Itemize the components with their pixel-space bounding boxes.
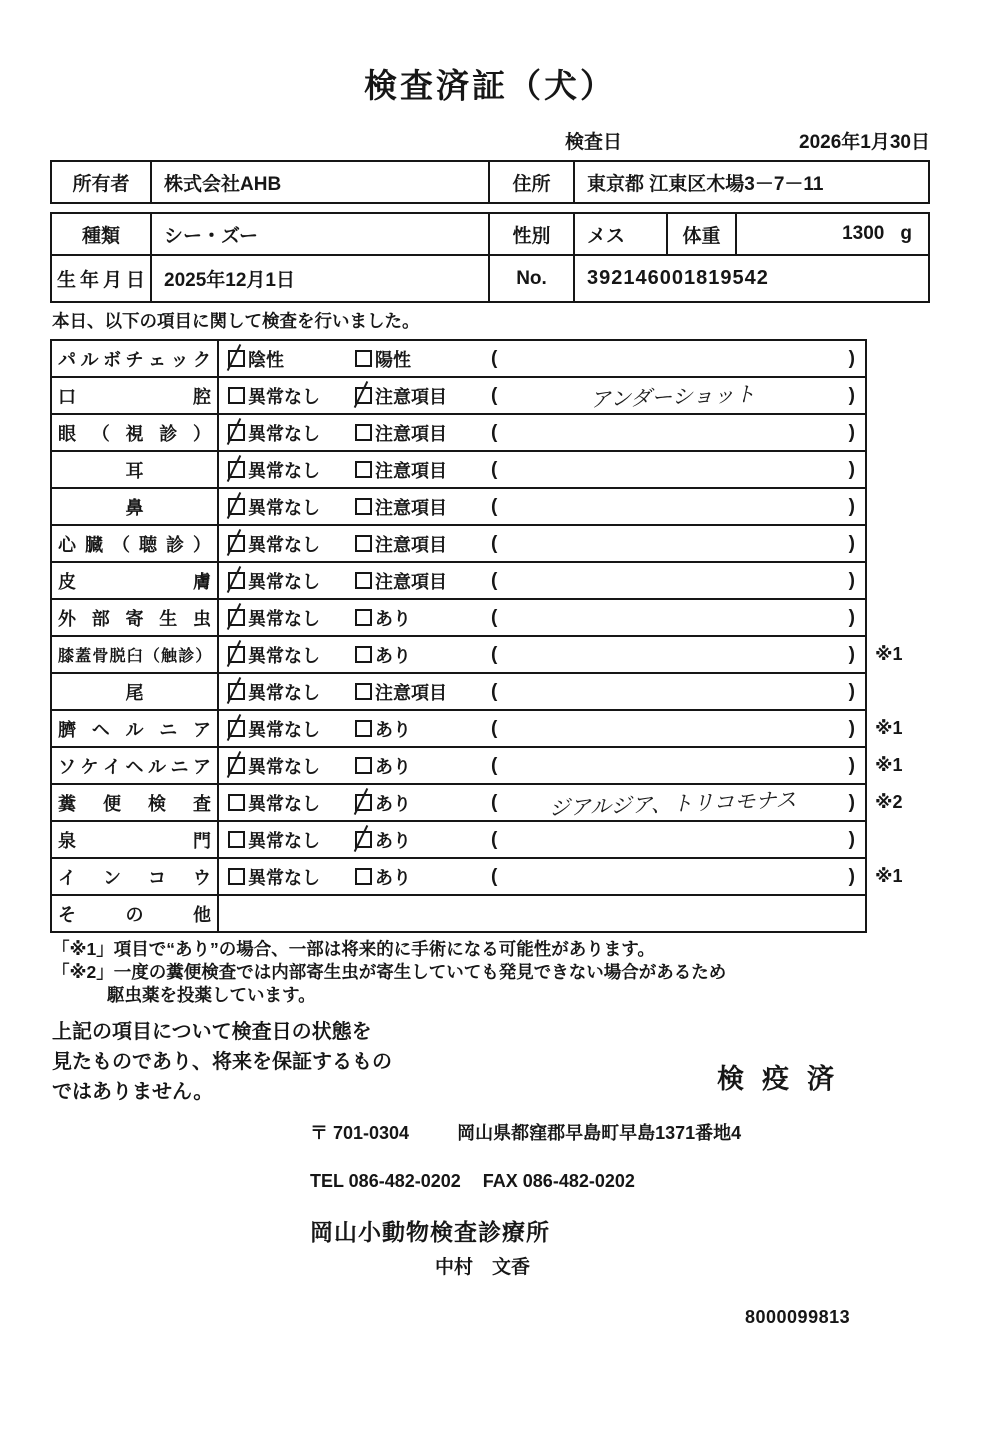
paren-close: ) [848, 606, 855, 628]
note-text [497, 833, 848, 845]
footnote-1: 「※1」項目で“あり”の場合、一部は将来的に手術になる可能性があります。 [52, 939, 655, 959]
note-text [497, 648, 848, 660]
exam-table-row [50, 561, 930, 600]
exam-item-label: 眼 （ 視 診 ） [52, 415, 219, 450]
paren-open: ( [491, 865, 498, 887]
option-2-label: 注意項目 [375, 534, 447, 555]
clinic-fax: FAX 086-482-0202 [482, 1171, 635, 1191]
option-1-label: 陰性 [248, 349, 284, 370]
option-2-checkbox [355, 609, 372, 626]
option-2-label: 注意項目 [375, 497, 447, 518]
exam-options [219, 489, 865, 524]
note-text [497, 685, 848, 697]
note-text: ジアルジア、トリコモナス [548, 787, 798, 820]
exam-item-label: 膝 蓋 骨 脱 臼 （ 触 診 ） [52, 637, 219, 672]
inspection-date-value: 2026年1月30日 [799, 132, 930, 153]
option-2-checkbox [355, 868, 372, 885]
exam-table-row [50, 635, 930, 674]
paren-open: ( [491, 458, 498, 480]
exam-row-box [50, 746, 867, 785]
option-2 [355, 383, 491, 409]
exam-row-box [50, 487, 867, 526]
exam-row-box [50, 339, 867, 378]
exam-item-label: 尾 [52, 674, 219, 709]
option-1-checkbox [228, 794, 245, 811]
option-2-label: あり [375, 830, 411, 851]
exam-item-label: 心 臓 （ 聴 診 ） [52, 526, 219, 561]
address-label: 住所 [490, 162, 575, 202]
option-1 [228, 494, 355, 520]
note-text [497, 352, 848, 364]
option-2-checkbox [355, 646, 372, 663]
option-1-checkbox [228, 424, 245, 441]
paren-close: ) [848, 532, 855, 554]
breed-value: シー・ズー [152, 214, 490, 254]
paren-open: ( [491, 421, 498, 443]
no-value: 392146001819542 [575, 254, 928, 301]
exam-table-row [50, 450, 930, 489]
option-1-checkbox [228, 683, 245, 700]
option-2 [355, 420, 491, 446]
option-2-checkbox [355, 424, 372, 441]
veterinarian-name: 中村 文香 [435, 1257, 531, 1278]
paren-open: ( [491, 643, 498, 665]
option-1-label: 異常なし [248, 423, 320, 444]
option-2-checkbox [355, 387, 372, 404]
footnote-mark [867, 376, 930, 415]
option-2-label: 陽性 [375, 349, 411, 370]
exam-table-row [50, 598, 930, 637]
exam-options [219, 452, 865, 487]
weight-label: 体重 [668, 214, 737, 254]
option-1 [228, 679, 355, 705]
option-1-label: 異常なし [248, 719, 320, 740]
exam-row-box [50, 561, 867, 600]
exam-options [219, 415, 865, 450]
statement-section [50, 1017, 930, 1107]
exam-table-row [50, 857, 930, 896]
option-1 [228, 568, 355, 594]
exam-table-row [50, 339, 930, 378]
exam-row-box [50, 413, 867, 452]
weight-value: 1300 [842, 223, 885, 244]
exam-table-row [50, 413, 930, 452]
exam-row-box [50, 894, 867, 933]
paren-open: ( [491, 532, 498, 554]
exam-item-label: 皮 膚 [52, 563, 219, 598]
option-2 [355, 716, 491, 742]
option-1 [228, 420, 355, 446]
option-1-checkbox [228, 498, 245, 515]
exam-table-row [50, 820, 930, 859]
option-2 [355, 605, 491, 631]
option-1-label: 異常なし [248, 497, 320, 518]
option-1-label: 異常なし [248, 608, 320, 629]
footnote-mark: ※1 [875, 755, 903, 775]
exam-options [219, 378, 865, 413]
option-2 [355, 753, 491, 779]
exam-row-box [50, 598, 867, 637]
option-2-label: 注意項目 [375, 571, 447, 592]
exam-options [219, 896, 865, 931]
option-2-label: あり [375, 793, 411, 814]
exam-row-box [50, 820, 867, 859]
option-2-label: あり [375, 645, 411, 666]
clinic-postal-line [310, 1119, 930, 1145]
footnote-mark: ※1 [875, 718, 903, 738]
option-2 [355, 679, 491, 705]
paren-close: ) [848, 754, 855, 776]
exam-table-row [50, 709, 930, 748]
footnote-mark [867, 339, 930, 378]
exam-item-label: 耳 [52, 452, 219, 487]
option-2-checkbox [355, 535, 372, 552]
footnote-mark [867, 672, 930, 711]
exam-row-box [50, 450, 867, 489]
quarantine-stamp: 検疫済 [717, 1064, 852, 1094]
option-1-checkbox [228, 646, 245, 663]
animal-table [50, 212, 930, 303]
option-1-label: 異常なし [248, 756, 320, 777]
option-1-checkbox [228, 572, 245, 589]
exam-item-label: パ ル ボ チ ェ ッ ク [52, 341, 219, 376]
note-text [497, 870, 848, 882]
option-2-checkbox [355, 572, 372, 589]
option-2-label: 注意項目 [375, 423, 447, 444]
paren-open: ( [491, 569, 498, 591]
option-1-label: 異常なし [248, 460, 320, 481]
footnote-mark [867, 561, 930, 600]
exam-options [219, 785, 865, 820]
footnotes [50, 938, 930, 1007]
paren-open: ( [491, 347, 498, 369]
option-2-checkbox [355, 350, 372, 367]
sex-value: メス [575, 214, 668, 254]
paren-close: ) [848, 421, 855, 443]
exam-row-box [50, 376, 867, 415]
note-text [497, 611, 848, 623]
footnote-mark [867, 413, 930, 452]
weight-unit: g [900, 223, 912, 244]
footnote-mark: ※1 [875, 866, 903, 886]
exam-options [219, 748, 865, 783]
option-1-checkbox [228, 831, 245, 848]
note-text: アンダーショット [589, 381, 757, 412]
option-1-label: 異常なし [248, 534, 320, 555]
owner-value: 株式会社AHB [152, 162, 490, 202]
option-2 [355, 642, 491, 668]
serial-number: 8000099813 [745, 1307, 851, 1327]
paren-open: ( [491, 495, 498, 517]
option-2-checkbox [355, 757, 372, 774]
weight-value-cell [737, 214, 928, 254]
option-1-checkbox [228, 535, 245, 552]
exam-row-box [50, 635, 867, 674]
exam-item-label: イ ン コ ウ [52, 859, 219, 894]
breed-label: 種類 [52, 214, 152, 254]
note-text [497, 537, 848, 549]
option-1 [228, 864, 355, 890]
footnote-mark [867, 487, 930, 526]
exam-row-box [50, 783, 867, 822]
exam-item-label: 外 部 寄 生 虫 [52, 600, 219, 635]
exam-options [219, 711, 865, 746]
paren-open: ( [491, 791, 498, 813]
option-2-label: あり [375, 756, 411, 777]
exam-item-label: そ の 他 [52, 896, 219, 931]
exam-table-row [50, 746, 930, 785]
option-2 [355, 531, 491, 557]
option-1-label: 異常なし [248, 793, 320, 814]
exam-options [219, 526, 865, 561]
exam-table-row [50, 524, 930, 563]
option-2-label: あり [375, 867, 411, 888]
option-1 [228, 716, 355, 742]
note-text [497, 759, 848, 771]
option-1-checkbox [228, 757, 245, 774]
disclaimer-line-3: ではありません。 [52, 1081, 214, 1103]
clinic-address: 岡山県都窪郡早島町早島1371番地4 [457, 1123, 742, 1143]
option-1 [228, 790, 355, 816]
intro-line: 本日、以下の項目に関して検査を行いました。 [52, 311, 420, 331]
exam-table-row [50, 376, 930, 415]
option-2 [355, 827, 491, 853]
option-2-label: あり [375, 719, 411, 740]
exam-item-label: 糞 便 検 査 [52, 785, 219, 820]
note-text [497, 463, 848, 475]
option-1 [228, 346, 355, 372]
exam-item-label: 臍 ヘ ル ニ ア [52, 711, 219, 746]
footnote-mark: ※2 [875, 792, 903, 812]
option-1 [228, 383, 355, 409]
checklist-table [50, 339, 930, 933]
exam-row-box [50, 709, 867, 748]
option-1-label: 異常なし [248, 571, 320, 592]
option-2-label: 注意項目 [375, 460, 447, 481]
paren-close: ) [848, 347, 855, 369]
inspection-date-row [50, 127, 930, 154]
owner-table [50, 160, 930, 204]
option-2-checkbox [355, 461, 372, 478]
exam-options [219, 822, 865, 857]
note-text [497, 722, 848, 734]
option-1-label: 異常なし [248, 386, 320, 407]
exam-row-box [50, 672, 867, 711]
birth-value: 2025年12月1日 [152, 254, 490, 301]
clinic-postal-code: 〒 701-0304 [310, 1123, 410, 1143]
option-1-checkbox [228, 350, 245, 367]
footnote-mark [867, 598, 930, 637]
paren-open: ( [491, 384, 498, 406]
disclaimer-line-1: 上記の項目について検査日の状態を [52, 1021, 372, 1043]
page-title: 検査済証（犬） [364, 67, 616, 104]
paren-open: ( [491, 828, 498, 850]
option-2-label: 注意項目 [375, 682, 447, 703]
note-text [497, 500, 848, 512]
exam-table-row [50, 783, 930, 822]
option-2-checkbox [355, 498, 372, 515]
footnote-mark: ※1 [875, 644, 903, 664]
certificate-content [50, 60, 930, 1328]
disclaimer-line-2: 見たものであり、将来を保証するもの [52, 1051, 392, 1073]
footnote-mark [867, 450, 930, 489]
exam-item-label: 鼻 [52, 489, 219, 524]
option-2-label: あり [375, 608, 411, 629]
paren-open: ( [491, 606, 498, 628]
option-1-checkbox [228, 387, 245, 404]
option-1-checkbox [228, 720, 245, 737]
exam-options [219, 637, 865, 672]
paren-close: ) [848, 680, 855, 702]
exam-options [219, 600, 865, 635]
paren-close: ) [848, 384, 855, 406]
option-1-checkbox [228, 868, 245, 885]
no-label: No. [490, 254, 575, 301]
note-text [497, 574, 848, 586]
exam-table-row [50, 487, 930, 526]
option-2 [355, 457, 491, 483]
option-1 [228, 531, 355, 557]
exam-options [219, 341, 865, 376]
option-2 [355, 790, 491, 816]
paren-open: ( [491, 754, 498, 776]
footnote-mark [867, 894, 930, 933]
clinic-tel: TEL 086-482-0202 [310, 1171, 461, 1191]
option-2 [355, 864, 491, 890]
option-1-checkbox [228, 609, 245, 626]
option-2 [355, 346, 491, 372]
option-1 [228, 642, 355, 668]
option-2-checkbox [355, 794, 372, 811]
footnote-2-line2: 駆虫薬を投薬しています。 [107, 985, 316, 1005]
note-text [497, 426, 848, 438]
footnote-mark [867, 524, 930, 563]
paren-close: ) [848, 643, 855, 665]
exam-item-label: ソ ケ イ ヘ ル ニ ア [52, 748, 219, 783]
paren-close: ) [848, 569, 855, 591]
option-1-label: 異常なし [248, 645, 320, 666]
option-1 [228, 605, 355, 631]
option-1 [228, 457, 355, 483]
exam-row-box [50, 857, 867, 896]
paren-open: ( [491, 717, 498, 739]
option-1-checkbox [228, 461, 245, 478]
option-1-label: 異常なし [248, 682, 320, 703]
paren-close: ) [848, 828, 855, 850]
exam-row-box [50, 524, 867, 563]
exam-options [219, 563, 865, 598]
address-value: 東京都 江東区木場3－7－11 [587, 173, 824, 195]
option-1-label: 異常なし [248, 830, 320, 851]
exam-table-row [50, 672, 930, 711]
exam-item-label: 口 腔 [52, 378, 219, 413]
option-1 [228, 827, 355, 853]
paren-close: ) [848, 717, 855, 739]
paren-open: ( [491, 680, 498, 702]
option-2-checkbox [355, 683, 372, 700]
paren-close: ) [848, 791, 855, 813]
footnote-mark [867, 820, 930, 859]
clinic-name: 岡山小動物検査診療所 [310, 1219, 550, 1245]
exam-options [219, 674, 865, 709]
owner-label: 所有者 [52, 162, 152, 202]
option-2-checkbox [355, 831, 372, 848]
inspection-date-label: 検査日 [565, 132, 623, 153]
option-1 [228, 753, 355, 779]
clinic-tel-line [310, 1171, 930, 1192]
footnote-2-line1: 「※2」一度の糞便検査では内部寄生虫が寄生していても発見できない場合があるため [52, 962, 727, 982]
option-1-label: 異常なし [248, 867, 320, 888]
exam-item-label: 泉 門 [52, 822, 219, 857]
exam-options [219, 859, 865, 894]
paren-close: ) [848, 865, 855, 887]
exam-table-row [50, 894, 930, 933]
option-2 [355, 568, 491, 594]
birth-label: 生年月日 [52, 254, 152, 301]
option-2-label: 注意項目 [375, 386, 447, 407]
option-2 [355, 494, 491, 520]
option-2-checkbox [355, 720, 372, 737]
paren-close: ) [848, 495, 855, 517]
sex-label: 性別 [490, 214, 575, 254]
paren-close: ) [848, 458, 855, 480]
